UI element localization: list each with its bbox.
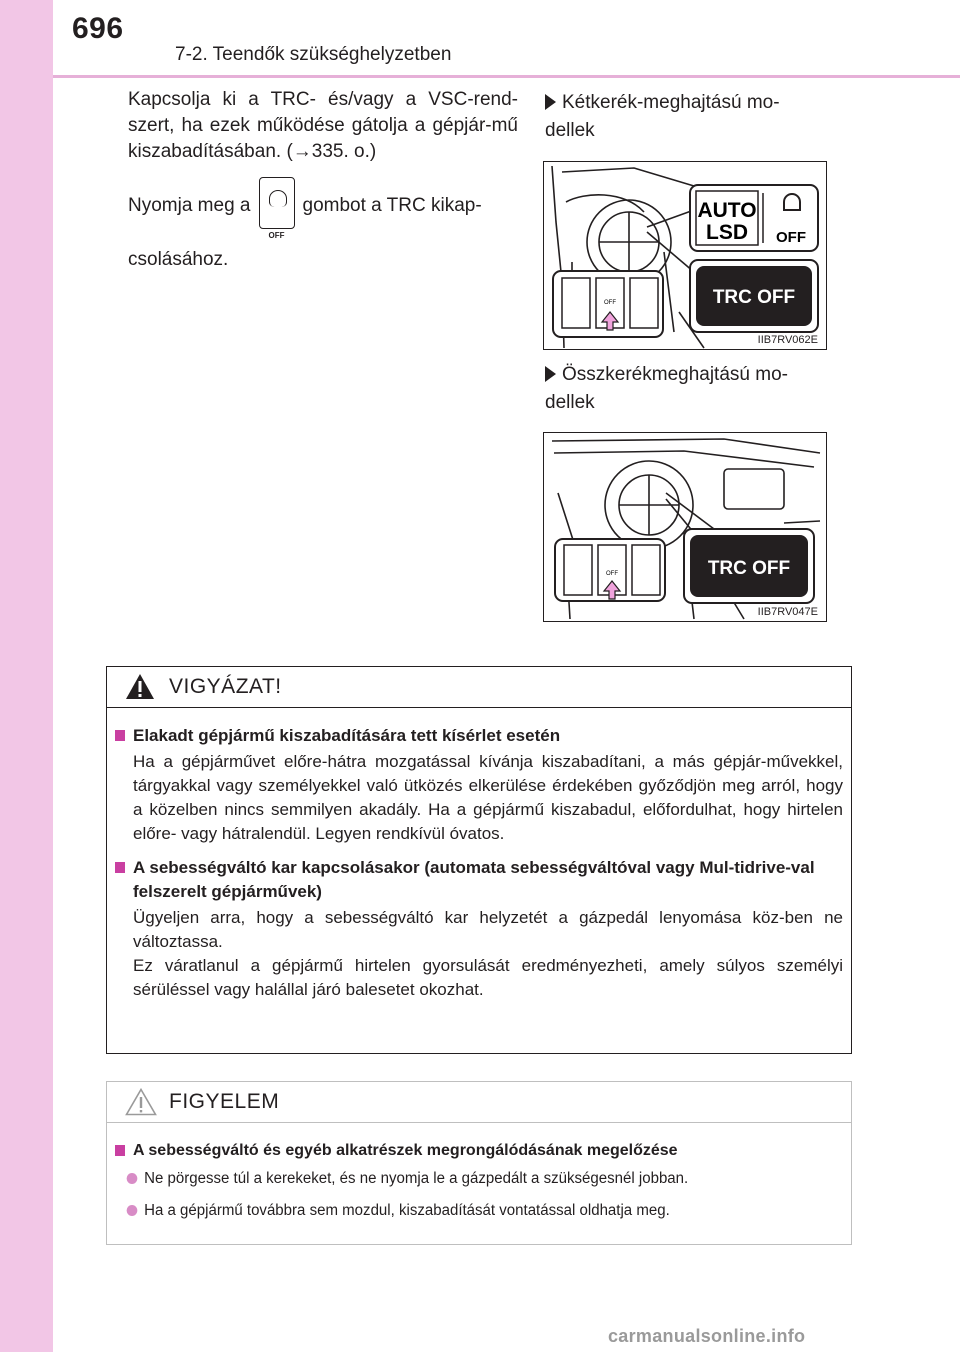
warning-subheading: Elakadt gépjármű kiszabadítására tett kísérlet esetén: [115, 724, 843, 748]
triangle-bullet-icon: [545, 94, 556, 110]
vsc-off-button-icon: OFF: [259, 177, 295, 229]
warning-triangle-icon: [125, 673, 155, 700]
side-tab-bar: [0, 0, 53, 1352]
warning-subheading: A sebességváltó kar kapcsolásakor (automata sebességváltóval vagy Mul-tidrive-val felszerelt gépjárművek): [115, 856, 843, 904]
left-column: [128, 87, 518, 287]
svg-text:OFF: OFF: [776, 229, 806, 246]
caution-triangle-icon: [125, 1088, 157, 1116]
notice-bullet: Ha a gépjármű továbbra sem mozdul, kiszabadítását vontatással oldhatja meg.: [115, 1199, 821, 1223]
heading-4wd: Összkerékmeghajtású mo-dellek: [545, 364, 788, 413]
warning-paragraph: Ez váratlanul a gépjármű hirtelen gyorsulását eredményezheti, amely súlyos személyi sérüléssel vagy halállal járó balesetet okozhat.: [133, 956, 843, 999]
warning-label: VIGYÁZAT!: [169, 675, 282, 698]
figure-code: IIB7RV047E: [757, 606, 818, 618]
triangle-bullet-icon: [545, 366, 556, 382]
page-number: 696: [72, 12, 124, 45]
svg-text:TRC OFF: TRC OFF: [712, 287, 796, 308]
dashboard-illustration-2wd: [544, 162, 826, 349]
notice-bullet: Ne pörgesse túl a kerekeket, és ne nyomja le a gázpedált a szükségesnél jobban.: [115, 1167, 821, 1191]
dashboard-illustration-4wd: [544, 433, 826, 621]
instruction-text-before: Nyomja meg a: [128, 195, 251, 216]
watermark: carmanualsonline.info: [608, 1326, 806, 1346]
svg-text:OFF: OFF: [606, 571, 618, 577]
intro-paragraph: Kapcsolja ki a TRC- és/vagy a VSC-rend-szert, ha ezek működése gátolja a gépjár-mű kiszabadításában. (→335. o.): [128, 89, 518, 162]
figure-2wd: [543, 161, 827, 350]
heading-2wd: Kétkerék-meghajtású mo-dellek: [545, 92, 780, 141]
instruction-text-after: gombot a TRC kikap-csolásához.: [128, 195, 482, 270]
svg-text:LSD: LSD: [706, 221, 748, 244]
warning-paragraph: Ha a gépjárművet előre-hátra mozgatással kívánja kiszabadítani, a más gépjár-művekkel, tárgyakkal vagy személyekkel való ütközés elkerülése érdekében győződjön meg arról, hogy a közelben nincs semmilyen akadály. Ha a gépjármű kiszabadul, előfordulhat, hogy hirtelen előre- vagy hátralendül. Legyen rendkívül óvatos.: [133, 752, 843, 843]
instruction-paragraph: [128, 179, 518, 287]
notice-header: [107, 1082, 851, 1123]
notice-subheading: A sebességváltó és egyéb alkatrészek megrongálódásának megelőzése: [115, 1139, 843, 1163]
warning-header: [107, 667, 851, 708]
notice-box: [106, 1081, 852, 1245]
svg-text:OFF: OFF: [604, 300, 616, 306]
notice-label: FIGYELEM: [169, 1090, 280, 1113]
section-title: 7-2. Teendők szükséghelyzetben: [175, 44, 452, 65]
figure-code: IIB7RV062E: [757, 334, 818, 346]
svg-text:TRC OFF: TRC OFF: [707, 558, 791, 579]
svg-text:AUTO: AUTO: [697, 199, 757, 222]
warning-paragraph: Ügyeljen arra, hogy a sebességváltó kar helyzetét a gázpedál lenyomása köz-ben ne változtassa.: [133, 908, 843, 951]
warning-box: [106, 666, 852, 1054]
header-rule: [53, 75, 960, 78]
figure-4wd: [543, 432, 827, 622]
